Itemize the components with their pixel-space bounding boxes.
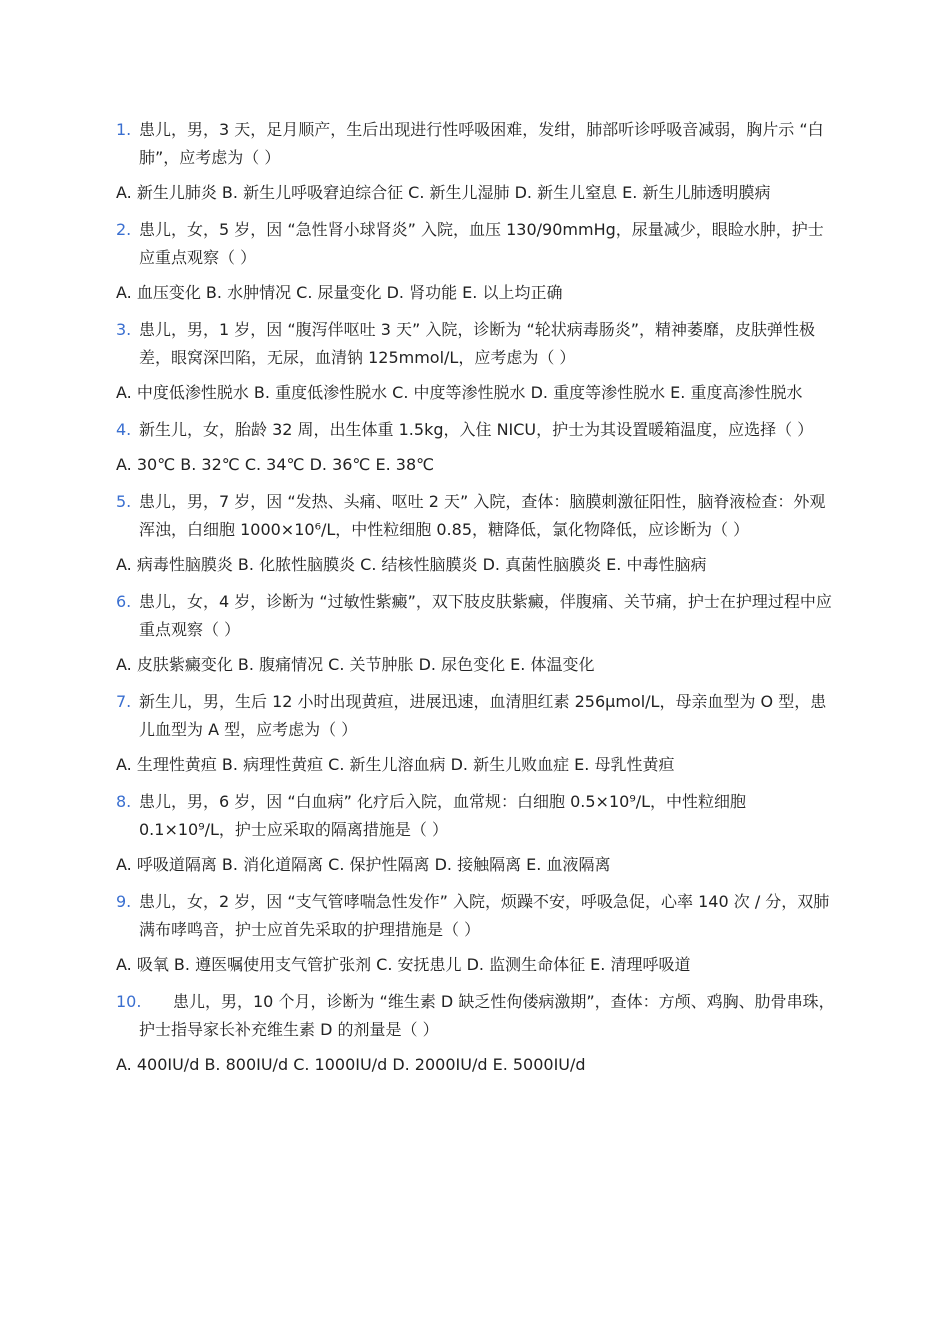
question-6	[116, 588, 836, 644]
question-number: 1.	[116, 120, 132, 139]
answer-options: A. 皮肤紫癜变化 B. 腹痛情况 C. 关节肿胀 D. 尿色变化 E. 体温变化	[116, 655, 595, 674]
answer-options: A. 生理性黄疸 B. 病理性黄疸 C. 新生儿溶血病 D. 新生儿败血症 E. 母乳性黄疸	[116, 755, 675, 774]
question-number: 5.	[116, 492, 132, 511]
answer-options: A. 中度低渗性脱水 B. 重度低渗性脱水 C. 中度等渗性脱水 D. 重度等渗性脱水 E. 重度高渗性脱水	[116, 383, 803, 402]
question-7	[116, 688, 836, 744]
question-text: 患儿，男，1 岁，因 “腹泻伴呕吐 3 天” 入院，诊断为 “轮状病毒肠炎”，精神萎靡，皮肤弹性极差，眼窝深凹陷，无尿，血清钠 125mmol/L，应考虑为（ ）	[139, 320, 816, 367]
question-text: 患儿，女，4 岁，诊断为 “过敏性紫癜”，双下肢皮肤紫癜，伴腹痛、关节痛，护士在护理过程中应重点观察（ ）	[139, 592, 832, 639]
question-list	[116, 116, 836, 1088]
question-text: 患儿，女，5 岁，因 “急性肾小球肾炎” 入院，血压 130/90mmHg，尿量减少，眼睑水肿，护士应重点观察（ ）	[139, 220, 824, 267]
question-number: 3.	[116, 320, 132, 339]
question-2	[116, 216, 836, 272]
question-9	[116, 888, 836, 944]
question-5	[116, 488, 836, 544]
question-number: 10.	[116, 992, 142, 1011]
question-number: 4.	[116, 420, 132, 439]
question-number: 9.	[116, 892, 132, 911]
question-3	[116, 316, 836, 372]
answer-options: A. 新生儿肺炎 B. 新生儿呼吸窘迫综合征 C. 新生儿湿肺 D. 新生儿窒息 E. 新生儿肺透明膜病	[116, 183, 771, 202]
answer-options: A. 呼吸道隔离 B. 消化道隔离 C. 保护性隔离 D. 接触隔离 E. 血液隔离	[116, 855, 611, 874]
question-1	[116, 116, 836, 172]
answer-options: A. 30℃ B. 32℃ C. 34℃ D. 36℃ E. 38℃	[116, 455, 435, 474]
answer-options: A. 400IU/d B. 800IU/d C. 1000IU/d D. 2000IU/d E. 5000IU/d	[116, 1055, 586, 1074]
question-text: 患儿，男，3 天，足月顺产，生后出现进行性呼吸困难，发绀，肺部听诊呼吸音减弱，胸片示 “白肺”，应考虑为（ ）	[139, 120, 824, 167]
answer-options: A. 吸氧 B. 遵医嘱使用支气管扩张剂 C. 安抚患儿 D. 监测生命体征 E. 清理呼吸道	[116, 955, 691, 974]
question-number: 6.	[116, 592, 132, 611]
answer-options: A. 血压变化 B. 水肿情况 C. 尿量变化 D. 肾功能 E. 以上均正确	[116, 283, 563, 302]
question-8	[116, 788, 836, 844]
question-text: 新生儿，女，胎龄 32 周，出生体重 1.5kg，入住 NICU，护士为其设置暖箱温度，应选择（ ）	[139, 420, 814, 439]
question-text: 患儿，男，6 岁，因 “白血病” 化疗后入院，血常规：白细胞 0.5×10⁹/L，中性粒细胞 0.1×10⁹/L，护士应采取的隔离措施是（ ）	[139, 792, 747, 839]
question-text: 患儿，女，2 岁，因 “支气管哮喘急性发作” 入院，烦躁不安，呼吸急促，心率 140 次 / 分，双肺满布哮鸣音，护士应首先采取的护理措施是（ ）	[139, 892, 830, 939]
question-number: 7.	[116, 692, 132, 711]
answer-options: A. 病毒性脑膜炎 B. 化脓性脑膜炎 C. 结核性脑膜炎 D. 真菌性脑膜炎 E. 中毒性脑病	[116, 555, 707, 574]
question-number: 2.	[116, 220, 132, 239]
question-text: 患儿，男，10 个月，诊断为 “维生素 D 缺乏性佝偻病激期”，查体：方颅、鸡胸、肋骨串珠，护士指导家长补充维生素 D 的剂量是（ ）	[139, 992, 835, 1039]
question-4	[116, 416, 836, 444]
question-10	[116, 988, 836, 1044]
question-number: 8.	[116, 792, 132, 811]
question-text: 新生儿，男，生后 12 小时出现黄疸，进展迅速，血清胆红素 256μmol/L，母亲血型为 O 型，患儿血型为 A 型，应考虑为（ ）	[139, 692, 827, 739]
question-text: 患儿，男，7 岁，因 “发热、头痛、呕吐 2 天” 入院，查体：脑膜刺激征阳性，脑脊液检查：外观浑浊，白细胞 1000×10⁶/L，中性粒细胞 0.85，糖降低，氯化物降低，应诊断为（ ）	[139, 492, 826, 539]
